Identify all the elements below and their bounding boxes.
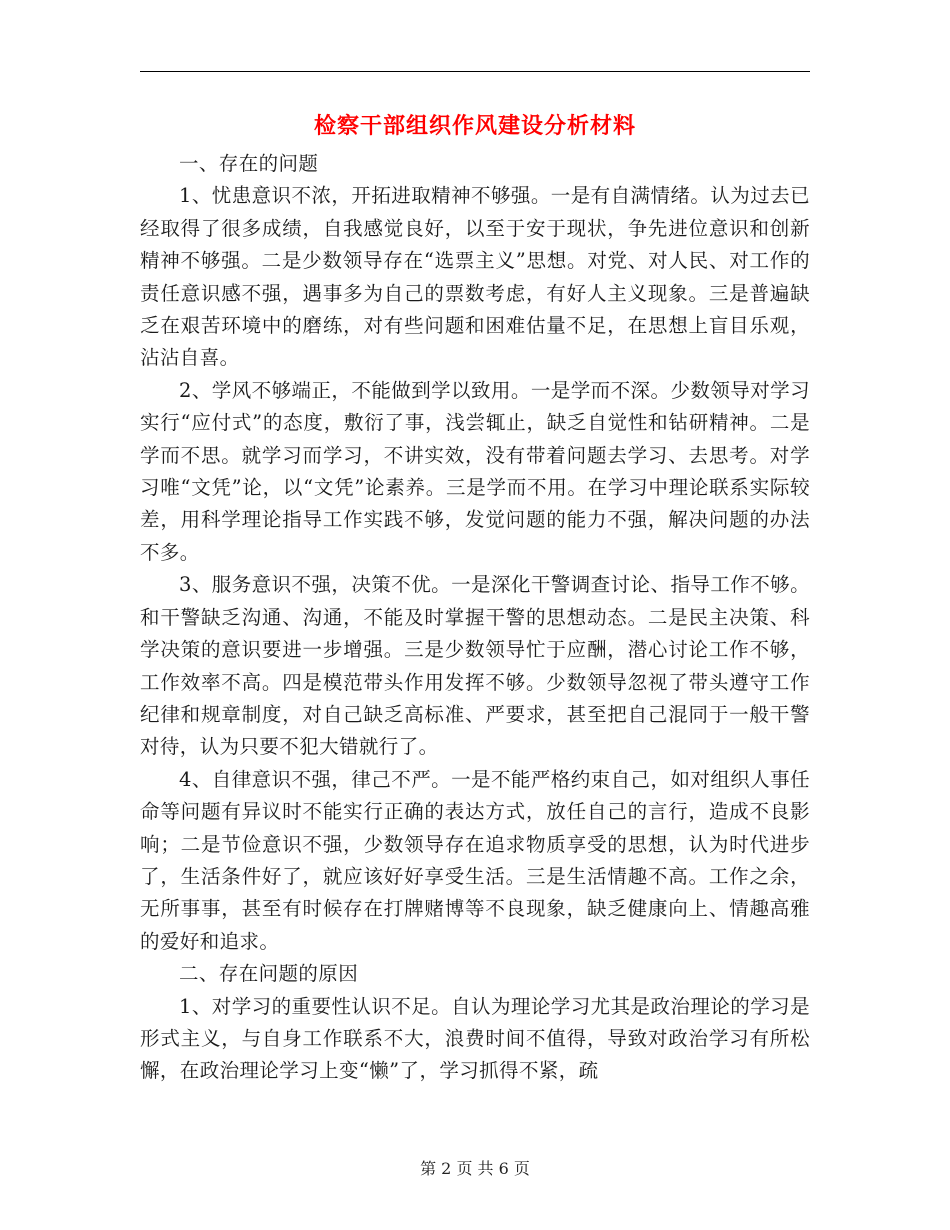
section-heading: 一、存在的问题 bbox=[179, 152, 319, 175]
paragraph: 4、自律意识不强，律己不严。一是不能严格约束自己，如对组织人事任命等问题有异议时不能实行正确的表达方式，放任自己的言行，造成不良影响；二是节俭意识不强，少数领导存在追求物质享受的思想，认为时代进步了，生活条件好了，就应该好好享受生活。三是生活情趣不高。工作之余，无所事事，甚至有时候存在打牌赌博等不良现象，缺乏健康向上、情趣高雅的爱好和追求。 bbox=[140, 767, 810, 953]
header-rule bbox=[140, 71, 810, 72]
paragraph: 1、对学习的重要性认识不足。自认为理论学习尤其是政治理论的学习是形式主义，与自身工作联系不大，浪费时间不值得，导致对政治学习有所松懈，在政治理论学习上变“懒”了，学习抓得不紧，疏 bbox=[140, 994, 810, 1083]
paragraph: 3、服务意识不强，决策不优。一是深化干警调查讨论、指导工作不够。和干警缺乏沟通、沟通，不能及时掌握干警的思想动态。二是民主决策、科学决策的意识要进一步增强。三是少数领导忙于应酬，潜心讨论工作不够，工作效率不高。四是模范带头作用发挥不够。少数领导忽视了带头遵守工作纪律和规章制度，对自己缺乏高标准、严要求，甚至把自己混同于一般干警对待，认为只要不犯大错就行了。 bbox=[140, 573, 810, 759]
document-body bbox=[140, 148, 810, 1088]
paragraph: 2、学风不够端正，不能做到学以致用。一是学而不深。少数领导对学习实行“应付式”的态度，敷衍了事，浅尝辄止，缺乏自觉性和钻研精神。二是学而不思。就学习而学习，不讲实效，没有带着问题去学习、去思考。对学习唯“文凭”论，以“文凭”论素养。三是学而不用。在学习中理论联系实际较差，用科学理论指导工作实践不够，发觉问题的能力不强，解决问题的办法不多。 bbox=[140, 378, 810, 564]
document-title: 检察干部组织作风建设分析材料 bbox=[313, 113, 636, 139]
page-number: 第 2 页 共 6 页 bbox=[420, 1159, 530, 1178]
paragraph: 1、忧患意识不浓，开拓进取精神不够强。一是有自满情绪。认为过去已经取得了很多成绩，自我感觉良好，以至于安于现状，争先进位意识和创新精神不够强。二是少数领导存在“选票主义”思想。对党、对人民、对工作的责任意识感不强，遇事多为自己的票数考虑，有好人主义现象。三是普遍缺乏在艰苦环境中的磨练，对有些问题和困难估量不足，在思想上盲目乐观，沾沾自喜。 bbox=[140, 184, 810, 370]
section-heading: 二、存在问题的原因 bbox=[179, 962, 359, 986]
